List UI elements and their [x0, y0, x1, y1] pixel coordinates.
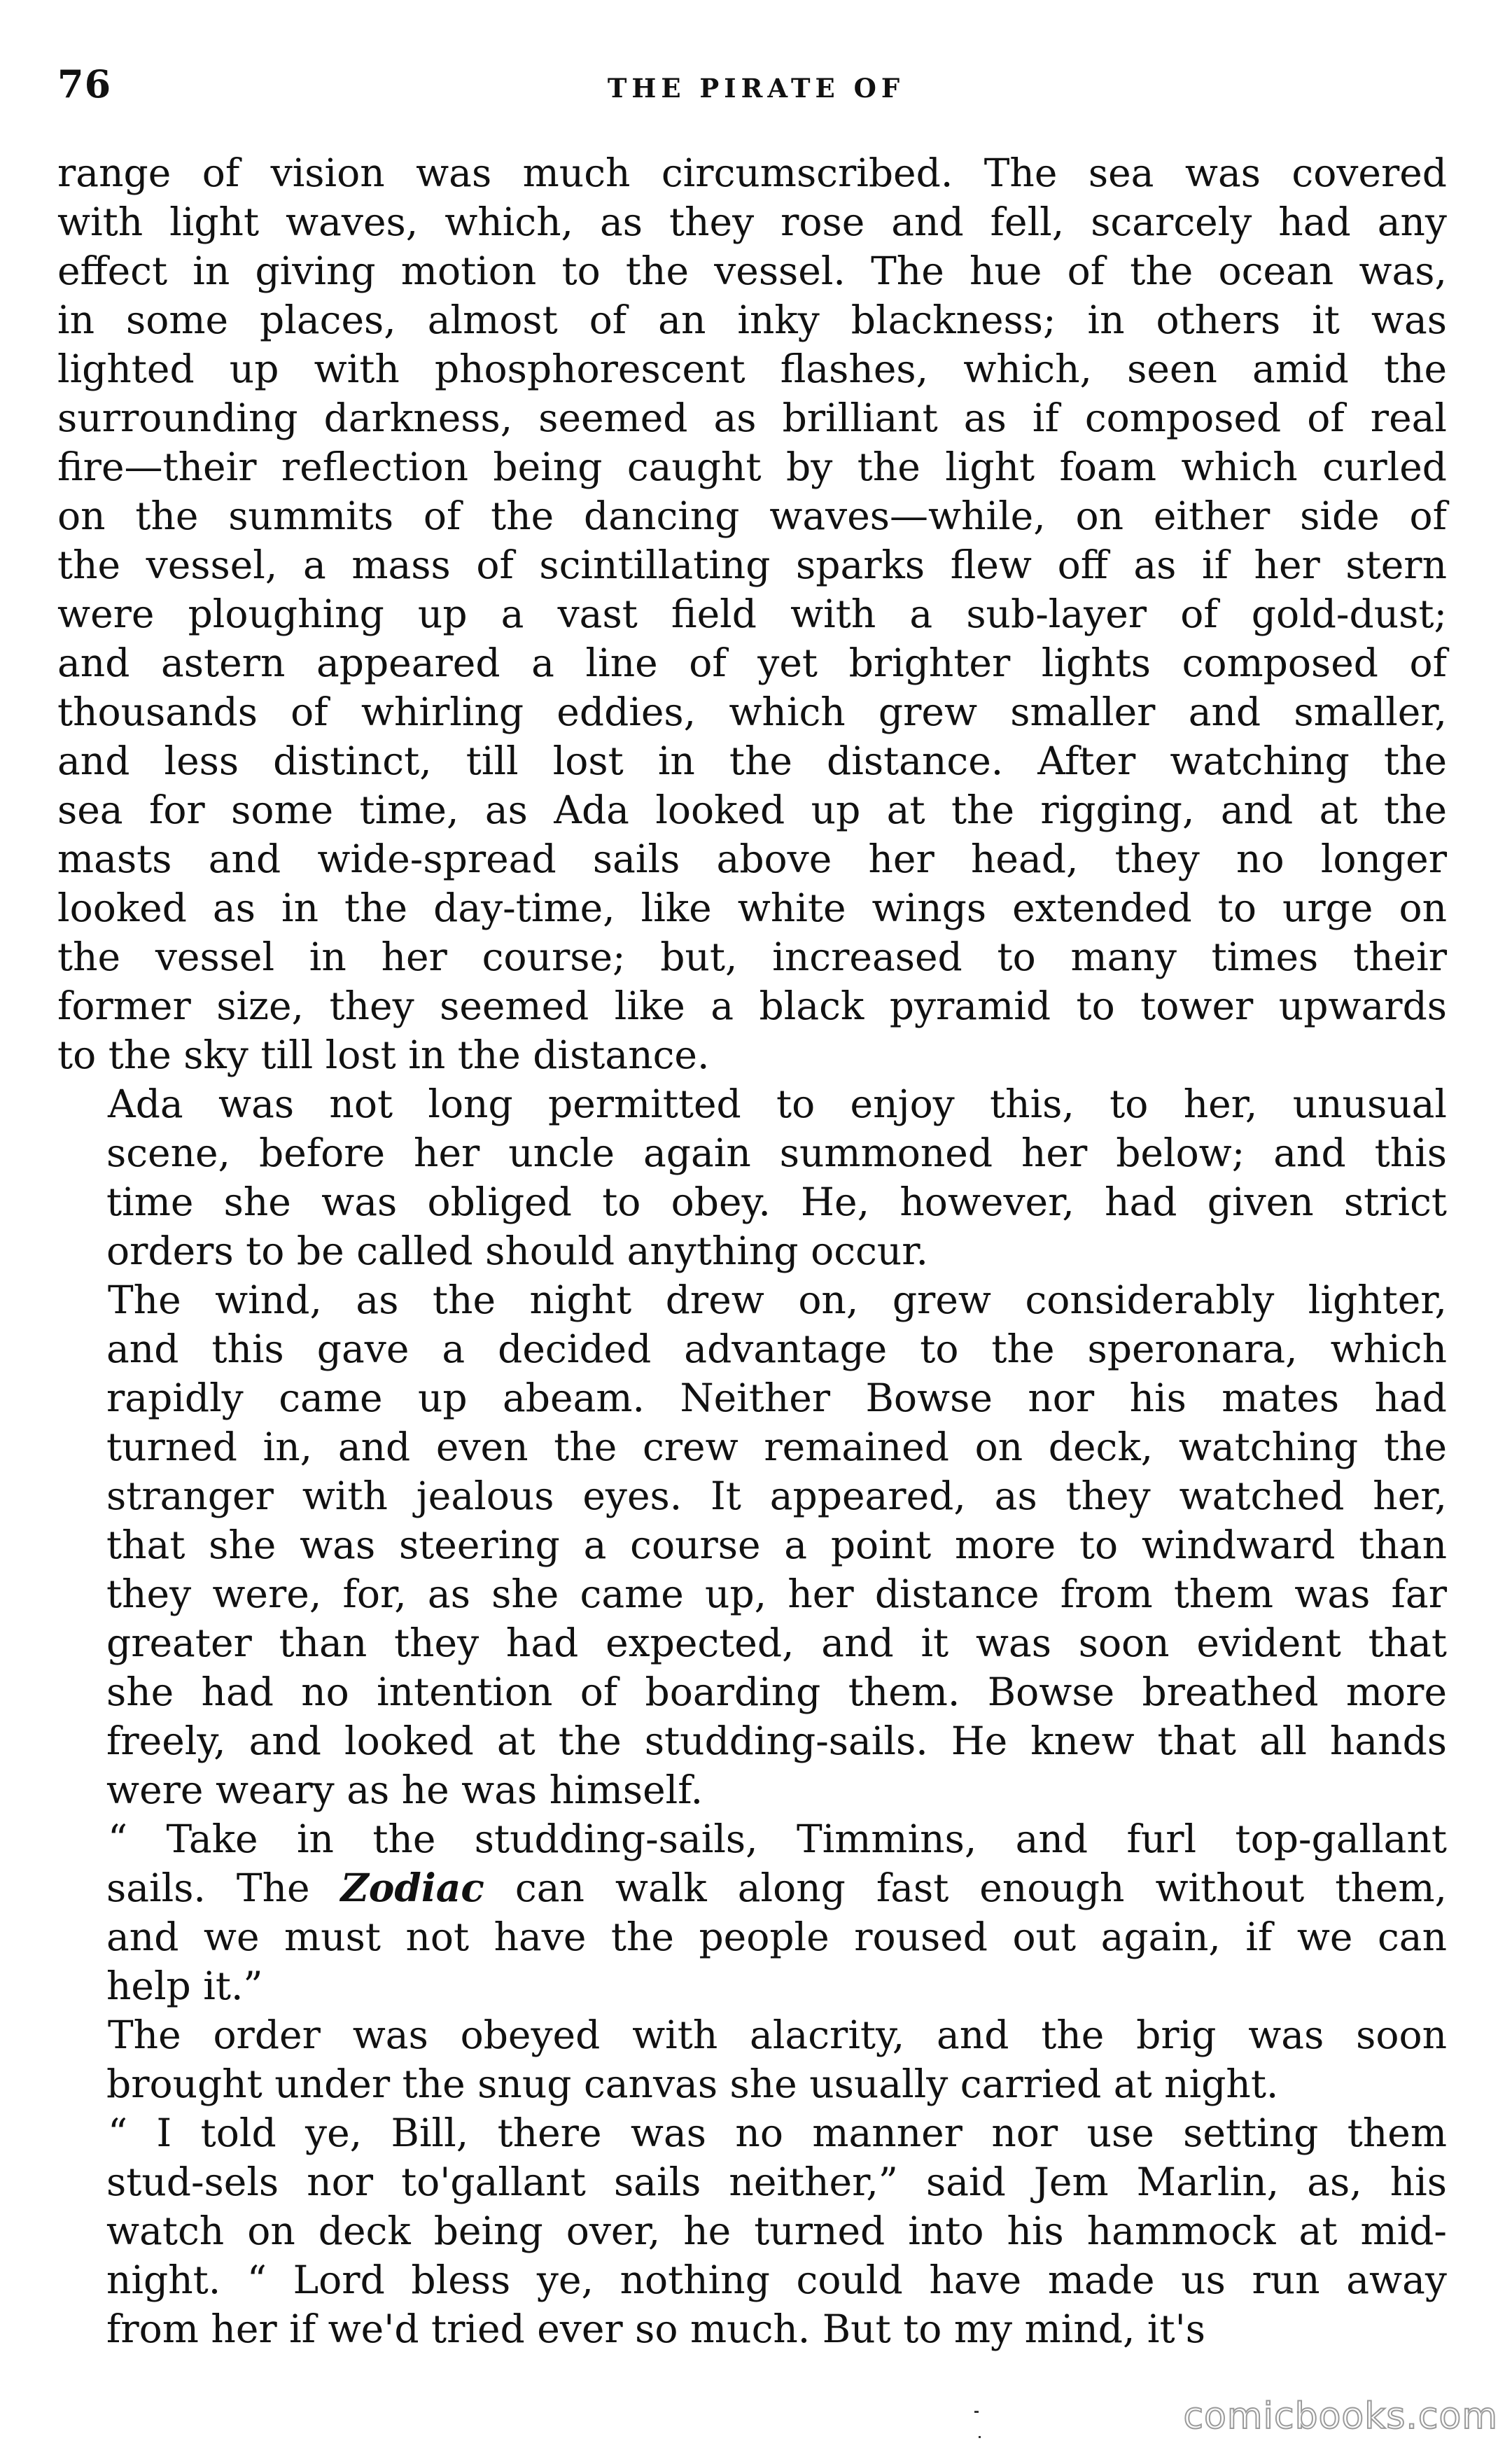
text-line: with light waves, which, as they rose and fell, scarcely had any: [57, 200, 1447, 244]
paragraph: [57, 1275, 1447, 1814]
text-line: in some places, almost of an inky blackness; in others it was: [57, 298, 1447, 342]
text-line: surrounding darkness, seemed as brilliant as if composed of real: [57, 396, 1447, 440]
text-line: the vessel, a mass of scintillating sparks flew off as if her stern: [57, 542, 1447, 587]
text-line: they were, for, as she came up, her distance from them was far: [106, 1572, 1447, 1616]
text-line: range of vision was much circumscribed. The sea was covered: [57, 150, 1447, 195]
text-line: orders to be called should anything occur.: [106, 1228, 928, 1273]
text-line: and this gave a decided advantage to the speronara, which: [106, 1326, 1447, 1371]
text-line: thousands of whirling eddies, which grew smaller and smaller,: [57, 690, 1447, 734]
ship-name: Zodiac: [340, 1865, 484, 1910]
text-line: sea for some time, as Ada looked up at the rigging, and at the: [57, 788, 1447, 832]
text-line: turned in, and even the crew remained on deck, watching the: [106, 1424, 1447, 1469]
text-line: night. “ Lord bless ye, nothing could have made us run away: [106, 2258, 1447, 2302]
page-number: 76: [57, 62, 112, 106]
text-line: that she was steering a course a point more to windward than: [106, 1522, 1447, 1567]
text-line: and we must not have the people roused out again, if we can: [106, 1914, 1447, 1959]
text-line: The wind, as the night drew on, grew considerably lighter,: [108, 1278, 1447, 1322]
watermark: comicbooks.com: [1183, 2395, 1498, 2437]
text-line: sails. The Zodiac can walk along fast enough without them,: [106, 1865, 1447, 1910]
running-head: THE PIRATE OF: [607, 73, 905, 104]
text-line: she had no intention of boarding them. Bowse breathed more: [106, 1670, 1447, 1714]
text-line: watch on deck being over, he turned into his hammock at mid-: [106, 2208, 1447, 2253]
text-line: fire—their reflection being caught by the light foam which curled: [57, 444, 1447, 489]
text-line: help it.”: [106, 1963, 263, 2008]
ink-speck: [974, 2411, 979, 2413]
text-line: “ Take in the studding-sails, Timmins, and furl top-gallant: [108, 1816, 1447, 1861]
paragraph: [57, 148, 1447, 1079]
text-line: scene, before her uncle again summoned her below; and this: [106, 1130, 1447, 1175]
text-line: from her if we'd tried ever so much. But to my mind, it's: [106, 2306, 1205, 2351]
paragraph: [57, 1079, 1447, 1275]
text-line: to the sky till lost in the distance.: [57, 1032, 710, 1077]
text-line: The order was obeyed with alacrity, and the brig was soon: [108, 2012, 1447, 2057]
text-line: time she was obliged to obey. He, however, had given strict: [106, 1180, 1447, 1224]
text-line: masts and wide-spread sails above her head, they no longer: [57, 836, 1447, 881]
paragraph: [57, 2010, 1447, 2108]
body-text: [57, 148, 1447, 2353]
paragraph: [57, 2108, 1447, 2353]
text-line: freely, and looked at the studding-sails. He knew that all hands: [106, 1718, 1447, 1763]
text-line: and astern appeared a line of yet brighter lights composed of: [57, 640, 1447, 685]
text-line: greater than they had expected, and it was soon evident that: [106, 1620, 1447, 1665]
text-line: and less distinct, till lost in the distance. After watching the: [57, 738, 1447, 783]
text-line: stranger with jealous eyes. It appeared, as they watched her,: [106, 1474, 1447, 1518]
text-line: brought under the snug canvas she usually carried at night.: [106, 2062, 1279, 2106]
text-line: the vessel in her course; but, increased to many times their: [57, 934, 1447, 979]
text-line: effect in giving motion to the vessel. The hue of the ocean was,: [57, 248, 1447, 293]
paragraph: [57, 1814, 1447, 2010]
ink-speck: [979, 2436, 981, 2438]
text-line: former size, they seemed like a black pyramid to tower upwards: [57, 983, 1447, 1028]
text-line: looked as in the day-time, like white wings extended to urge on: [57, 886, 1447, 930]
text-line: lighted up with phosphorescent flashes, which, seen amid the: [57, 346, 1447, 391]
text-line: Ada was not long permitted to enjoy this, to her, unusual: [108, 1082, 1447, 1126]
text-line: rapidly came up abeam. Neither Bowse nor his mates had: [106, 1376, 1447, 1420]
text-line: were weary as he was himself.: [106, 1768, 704, 1812]
text-line: on the summits of the dancing waves—while, on either side of: [57, 493, 1447, 538]
text-line: stud-sels nor to'gallant sails neither,” said Jem Marlin, as, his: [106, 2160, 1447, 2204]
text-line: were ploughing up a vast field with a sub-layer of gold-dust;: [57, 592, 1447, 636]
text-line: “ I told ye, Bill, there was no manner nor use setting them: [108, 2110, 1447, 2155]
